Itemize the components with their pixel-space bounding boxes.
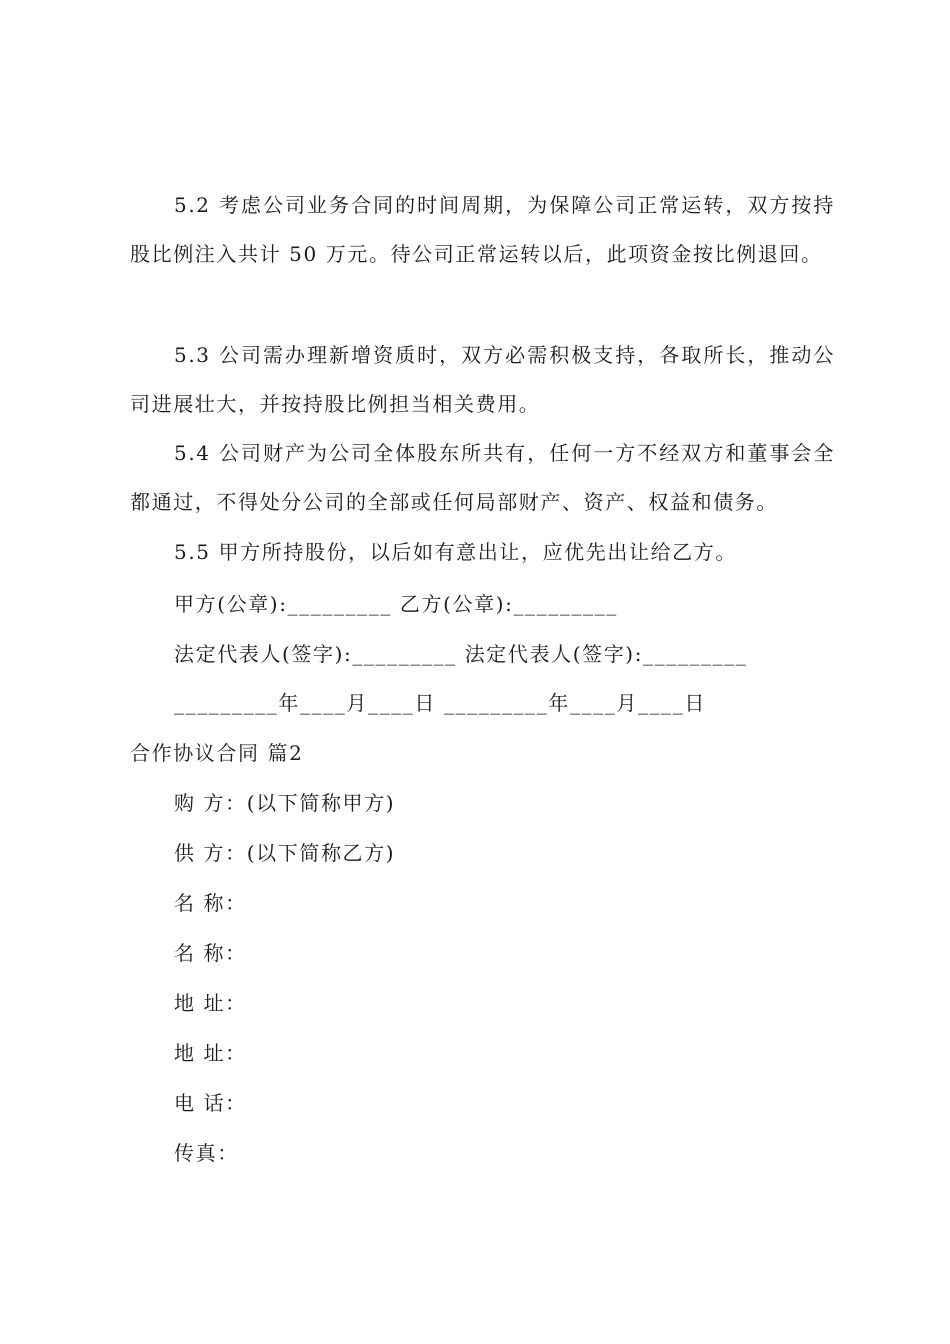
address-field-2: 地 址： bbox=[174, 1041, 247, 1065]
name-field-1: 名 称： bbox=[174, 891, 247, 915]
clause-5-3: 5.3 公司需办理新增资质时，双方必需积极支持，各取所长，推动公司进展壮大，并按持股比例担当相关费用。 bbox=[130, 343, 835, 416]
name-field-2: 名 称： bbox=[174, 941, 247, 965]
address-field-1: 地 址： bbox=[174, 991, 247, 1015]
clause-5-2: 5.2 考虑公司业务合同的时间周期，为保障公司正常运转，双方按持股比例注入共计 50 万元。待公司正常运转以后，此项资金按比例退回。 bbox=[130, 193, 835, 266]
fax-field: 传真： bbox=[174, 1141, 239, 1165]
seal-signature-line: 甲方(公章):_________ 乙方(公章):_________ bbox=[174, 592, 618, 616]
representative-signature-line: 法定代表人(签字):_________ 法定代表人(签字):_________ bbox=[174, 642, 748, 666]
clause-5-4: 5.4 公司财产为公司全体股东所共有，任何一方不经双方和董事会全都通过，不得处分公司的全部或任何局部财产、资产、权益和债务。 bbox=[130, 441, 835, 514]
buyer-field: 购 方：(以下简称甲方) bbox=[174, 791, 396, 815]
supplier-field: 供 方：(以下简称乙方) bbox=[174, 841, 396, 865]
date-line: _________年____月____日 _________年____月____日 bbox=[174, 691, 706, 715]
section-heading: 合作协议合同 篇2 bbox=[130, 741, 304, 765]
phone-field: 电 话： bbox=[174, 1091, 247, 1115]
clause-5-5: 5.5 甲方所持股份，以后如有意出让，应优先出让给乙方。 bbox=[174, 540, 737, 564]
